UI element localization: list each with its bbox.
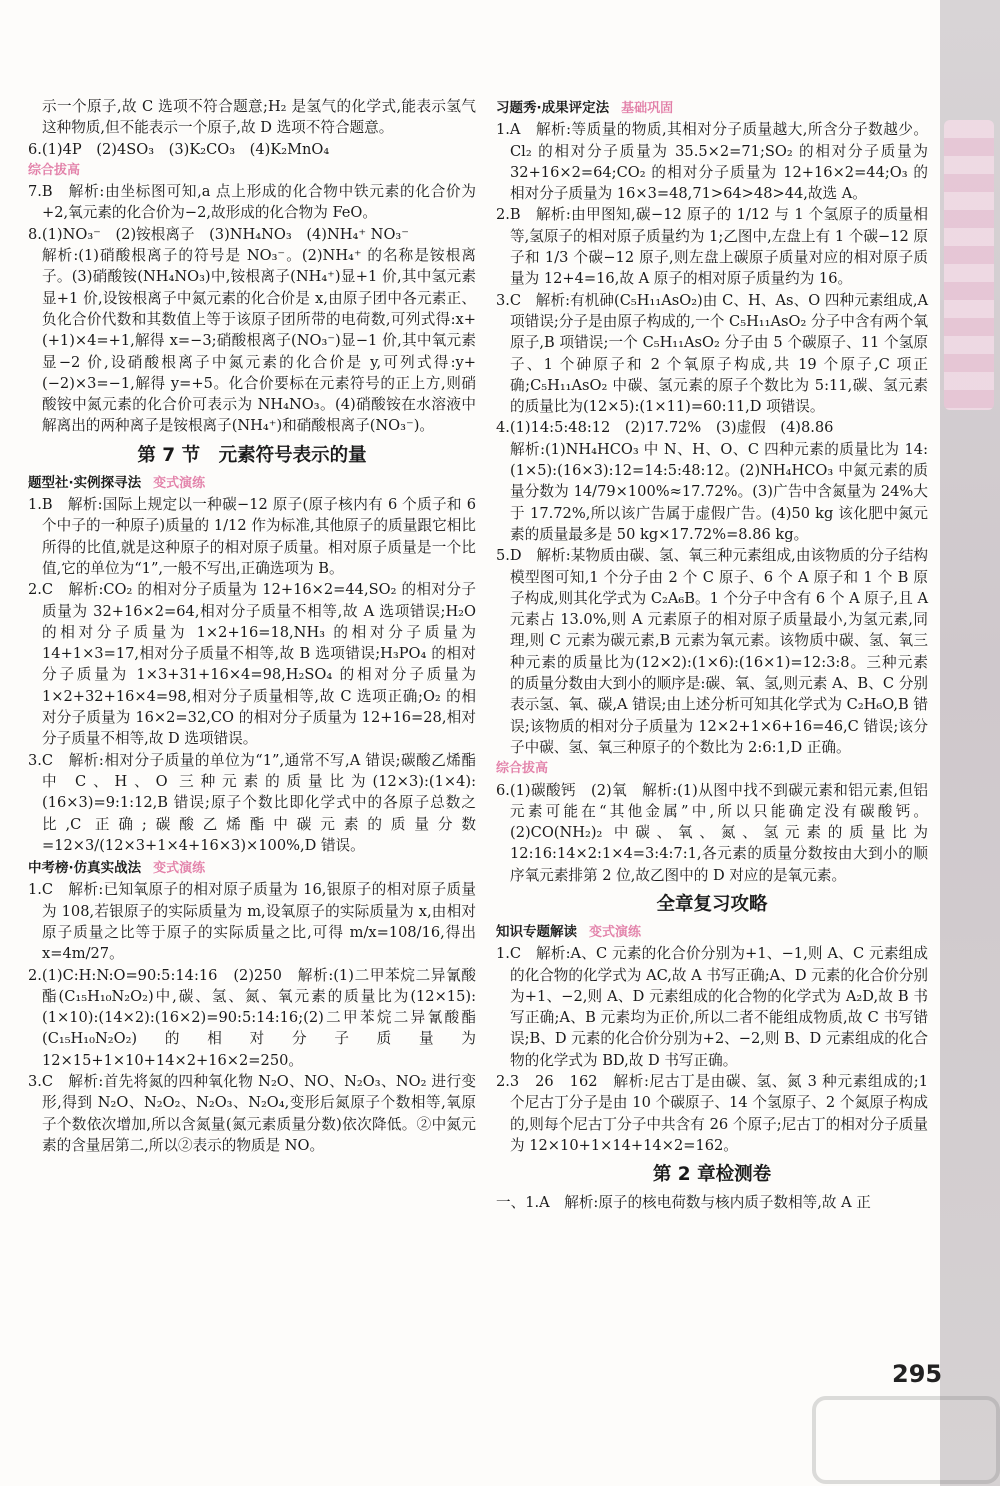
right-block-r10 xyxy=(496,890,928,920)
block-text: 6.(1)4P (2)4SO₃ (3)K₂CO₃ (4)K₂MnO₄ xyxy=(28,140,330,158)
watermark-stamp xyxy=(812,1396,1000,1484)
block-text: 中考榜·仿真实战法 xyxy=(28,860,142,877)
left-block-l15 xyxy=(28,1071,476,1156)
right-block-r6 xyxy=(496,439,928,545)
page-number: 295 xyxy=(892,1360,943,1388)
block-text: 7.B 解析:由坐标图可知,a 点上形成的化合物中铁元素的化合价为+2,氧元素的化合价为−2,故形成的化合物为 FeO。 xyxy=(28,183,476,222)
right-block-r4 xyxy=(496,290,928,418)
block-text: 2.3 26 162 解析:尼古丁是由碳、氢、氮 3 种元素组成的;1 个尼古丁分子是由 10 个碳原子、14 个氢原子、2 个氮原子构成的,则每个尼古丁分子中共含有 26 个原子;尼古丁的相对分子质量为 12×10+1×14+14×2=162。 xyxy=(496,1073,928,1154)
section-tag: 变式演练 xyxy=(153,475,206,491)
block-text: 示一个原子,故 C 选项不符合题意;H₂ 是氢气的化学式,能表示氢气这种物质,但不能表示一个原子,故 D 选项不符合题意。 xyxy=(42,98,476,137)
section-tag: 变式演练 xyxy=(589,924,642,940)
left-block-l11 xyxy=(28,750,476,856)
left-block-l14 xyxy=(28,965,476,1071)
right-block-r14 xyxy=(496,1160,928,1190)
block-text: 第 2 章检测卷 xyxy=(652,1164,772,1186)
right-block-r8 xyxy=(496,758,928,779)
left-block-l1 xyxy=(28,96,476,139)
block-text: 2.C 解析:CO₂ 的相对分子质量为 12+16×2=44,SO₂ 的相对分子质量为 32+16×2=64,相对分子质量不相等,故 A 选项错误;H₂O 的相对分子质量为 1×2+16=18,NH₃ 的相对分子质量为 14+1×3=17,相对分子质量不相等,故 B 选项错误;H₃PO₄ 的相对分子质量为 1×3+31+16×4=98,H₂SO₄ 的相对分子质量为 1×2+32+16×4=98,相对分子质量相等,故 C 选项正确;O₂ 的相对分子质量为 16×2=32,CO 的相对分子质量为 12+16=28,相对分子质量不相等,故 D 选项错误。 xyxy=(28,581,476,748)
block-text: 3.C 解析:首先将氮的四种氧化物 N₂O、NO、N₂O₃、NO₂ 进行变形,得到 N₂O、N₂O₂、N₂O₃、N₂O₄,变形后氮原子个数相等,氧原子个数依次增加,所以含氮量(氮元素质量分数)依次降低。②中氮元素的含量居第二,所以②表示的物质是 NO。 xyxy=(28,1073,476,1154)
block-text: 解析:(1)硝酸根离子的符号是 NO₃⁻。(2)NH₄⁺ 的名称是铵根离子。(3)硝酸铵(NH₄NO₃)中,铵根离子(NH₄⁺)显+1 价,其中氢元素显+1 价,设铵根离子中氮元素的化合价是 x,由原子团中各元素正、负化合价代数和其数值上等于该原子团所带的电荷数,可列式得:x+(+1)×4=+1,解得 x=−3;硝酸根离子(NO₃⁻)显−1 价,其中氧元素显−2 价,设硝酸根离子中氮元素的化合价是 y,可列式得:y+(−2)×3=−1,解得 y=+5。化合价要标在元素符号的正上方,则硝酸铵中氮元素的化合价可表示为 NH₄NO₃。(4)硝酸铵在水溶液中解离出的两种离子是铵根离子(NH₄⁺)和硝酸根离子(NO₃⁻)。 xyxy=(42,247,476,435)
right-block-r3 xyxy=(496,204,928,289)
block-text: 题型社·实例探寻法 xyxy=(28,474,142,491)
block-text: 第 7 节 元素符号表示的量 xyxy=(137,444,367,466)
side-tab-decoration xyxy=(944,120,994,410)
block-text: 解析:(1)NH₄HCO₃ 中 N、H、O、C 四种元素的质量比为 14:(1×5):(16×3):12=14:5:48:12。(2)NH₄HCO₃ 中氮元素的质量分数为 14/79×100%≈17.72%。(3)广告中含氮量为 24%大于 17.72%,所以该广告属于虚假广告。(4)50 kg 该化肥中氮元素的质量最多是 50 kg×17.72%=8.86 kg。 xyxy=(510,440,928,543)
right-block-r5 xyxy=(496,417,928,438)
block-text: 1.B 解析:国际上规定以一种碳−12 原子(原子核内有 6 个质子和 6 个中子的一种原子)质量的 1/12 作为标准,其他原子的质量跟它相比所得的比值,就是这种原子的相对原子质量。相对原子质量是一个比值,它的单位为“1”,一般不写出,正确选项为 B。 xyxy=(28,496,476,577)
block-text: 6.(1)碳酸钙 (2)氧 解析:(1)从图中找不到碳元素和铝元素,但铝元素可能在“其他金属”中,所以只能确定没有碳酸钙。(2)CO(NH₂)₂ 中碳、氧、氮、氢元素的质量比为 12:16:14×2:1×4=3:4:7:1,各元素的质量分数按由大到小的顺序氧元素排第 2 位,故乙图中的 D 对应的是氧元素。 xyxy=(496,781,928,884)
left-block-l3 xyxy=(28,160,476,181)
section-tag: 变式演练 xyxy=(153,861,206,877)
left-block-l12 xyxy=(28,858,476,879)
block-text: 习题秀·成果评定法 xyxy=(496,100,610,116)
block-text: 3.C 解析:有机砷(C₅H₁₁AsO₂)由 C、H、As、O 四种元素组成,A 项错误;分子是由原子构成的,一个 C₅H₁₁AsO₂ 分子中含有两个氧原子,B 项错误;一个 C₅H₁₁AsO₂ 分子由 5 个碳原子、11 个氢原子、1 个砷原子和 2 个氧原子构成,共 19 个原子,C 项正确;C₅H₁₁AsO₂ 中碳、氢元素的原子个数比为 5:11,碳、氢元素的质量比为(12×5):(1×11)=60:11,D 项错误。 xyxy=(496,291,928,416)
block-text: 综合拔高 xyxy=(28,162,81,178)
block-text: 全章复习攻略 xyxy=(656,893,768,915)
section-tag: 基础巩固 xyxy=(621,101,674,116)
right-block-r9 xyxy=(496,780,928,886)
left-block-l7 xyxy=(28,441,476,471)
block-text: 4.(1)14:5:48:12 (2)17.72% (3)虚假 (4)8.86 xyxy=(496,419,834,437)
block-text: 1.A 解析:等质量的物质,其相对分子质量越大,所含分子数越少。Cl₂ 的相对分子质量为 35.5×2=71;SO₂ 的相对分子质量为 32+16×2=64;CO₂ 的相对分子质量为 12+16×2=44;O₃ 的相对分子质量为 16×3=48,71>64>48>44,故选 A。 xyxy=(496,121,928,203)
left-block-l6 xyxy=(28,245,476,437)
left-block-l2 xyxy=(28,139,476,160)
left-block-l5 xyxy=(28,224,476,245)
left-block-l4 xyxy=(28,181,476,224)
block-text: 2.(1)C:H:N:O=90:5:14:16 (2)250 解析:(1)二甲苯烷二异氰酸酯(C₁₅H₁₀N₂O₂)中,碳、氢、氮、氧元素的质量比为(12×15):(1×10):(14×2):(16×2)=90:5:14:16;(2)二甲苯烷二异氰酸酯(C₁₅H₁₀N₂O₂)的相对分子质量为 12×15+1×10+14×2+16×2=250。 xyxy=(28,966,476,1069)
right-column xyxy=(496,96,928,1214)
block-text: 1.C 解析:A、C 元素的化合价分别为+1、−1,则 A、C 元素组成的化合物的化学式为 AC,故 A 书写正确;A、D 元素的化合价分别为+1、−2,则 A、D 元素组成的化合物的化学式为 A₂D,故 B 书写正确;A、B 元素均为正价,所以二者不能组成物质,故 C 书写错误;B、D 元素的化合价分别为+2、−2,则 B、D 元素组成的化合物的化学式为 BD,故 D 书写正确。 xyxy=(496,945,928,1069)
right-block-r1 xyxy=(496,98,928,119)
left-block-l9 xyxy=(28,494,476,579)
right-block-r15 xyxy=(496,1192,928,1213)
left-block-l8 xyxy=(28,473,476,494)
right-block-r13 xyxy=(496,1071,928,1156)
page-edge-band xyxy=(940,0,1000,1486)
left-block-l10 xyxy=(28,579,476,749)
right-block-r2 xyxy=(496,119,928,204)
block-text: 一、1.A 解析:原子的核电荷数与核内质子数相等,故 A 正 xyxy=(496,1194,871,1212)
block-text: 1.C 解析:已知氧原子的相对原子质量为 16,银原子的相对原子质量为 108,若银原子的实际质量为 m,设氧原子的实际质量为 x,由相对原子质量之比等于原子的实际质量之比,可得 m/x=108/16,得出 x=4m/27。 xyxy=(28,881,476,963)
block-text: 2.B 解析:由甲图知,碳−12 原子的 1/12 与 1 个氢原子的质量相等,氢原子的相对原子质量约为 1;乙图中,左盘上有 1 个碳−12 原子和 1/3 个碳−12 原子,则左盘上碳原子质量对应的相对原子质量为 12+4=16,故 A 原子的相对原子质量约为 16。 xyxy=(496,206,928,288)
right-block-r7 xyxy=(496,545,928,758)
block-text: 3.C 解析:相对分子质量的单位为“1”,通常不写,A 错误;碳酸乙烯酯中 C、H、O 三种元素的质量比为(12×3):(1×4):(16×3)=9:1:12,B 错误;原子个数比即化学式中的各原子总数之比,C 正确;碳酸乙烯酯中碳元素的质量分数=12×3/(12×3+1×4+16×3)×100%,D 错误。 xyxy=(28,751,476,854)
block-text: 8.(1)NO₃⁻ (2)铵根离子 (3)NH₄NO₃ (4)NH₄⁺ NO₃⁻ xyxy=(28,225,409,243)
right-block-r12 xyxy=(496,943,928,1071)
left-column xyxy=(28,96,476,1156)
block-text: 知识专题解读 xyxy=(496,923,577,940)
block-text: 综合拔高 xyxy=(496,761,549,777)
left-block-l13 xyxy=(28,879,476,964)
block-text: 5.D 解析:某物质由碳、氢、氧三种元素组成,由该物质的分子结构模型图可知,1 个分子由 2 个 C 原子、6 个 A 原子和 1 个 B 原子构成,则其化学式为 C₂A₆B。1 个分子中含有 6 个 A 原子,且 A 元素占 13.0%,则 A 元素原子的相对原子质量最小,为氢元素,同理,则 C 元素为碳元素,B 元素为氧元素。该物质中碳、氢、氧三种元素的质量比为(12×2):(1×6):(16×1)=12:3:8。三种元素的质量分数由大到小的顺序是:碳、氧、氢,则元素 A、B、C 分别表示氢、氧、碳,A 错误;由上述分析可知其化学式为 C₂H₆O,B 错误;该物质的相对分子质量为 12×2+1×6+16=46,C 错误;该分子中碳、氢、氧三种原子的个数比为 2:6:1,D 正确。 xyxy=(496,547,928,756)
right-block-r11 xyxy=(496,922,928,943)
